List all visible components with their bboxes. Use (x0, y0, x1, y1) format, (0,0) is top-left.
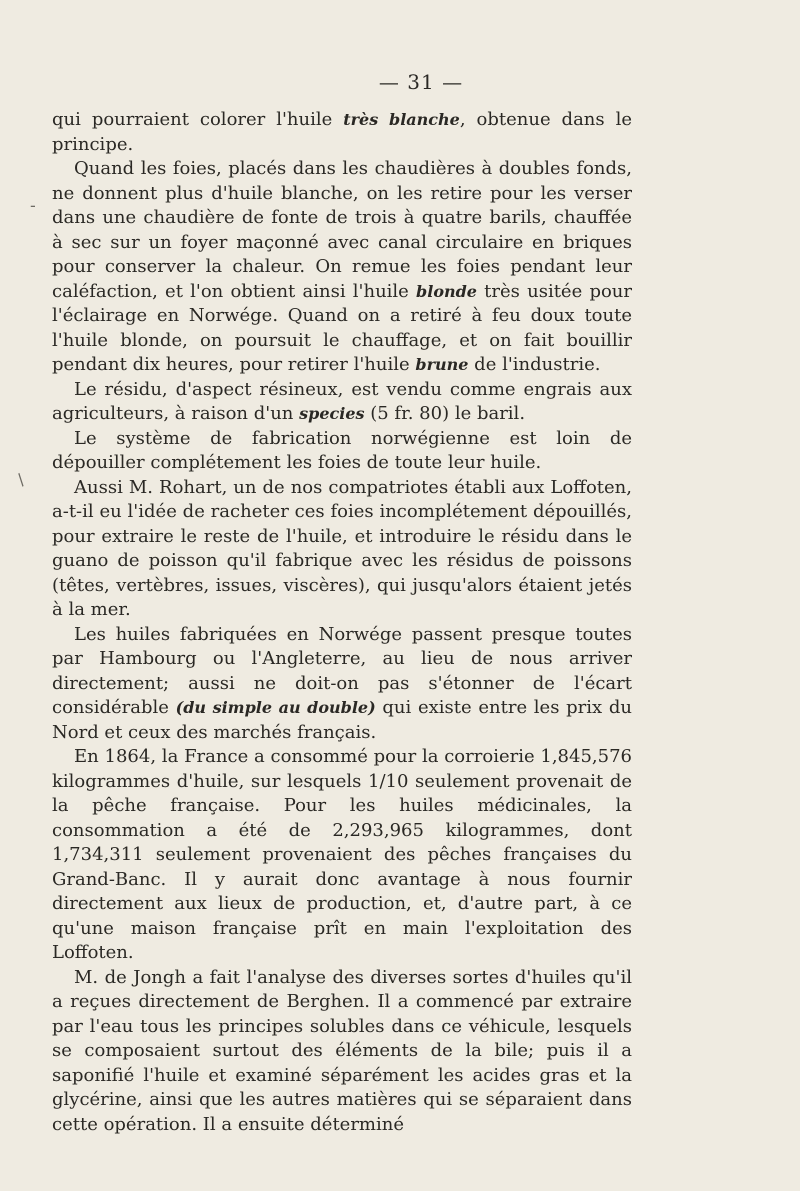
paragraph-text: très usitée pour l'éclairage en Norwége. Quand on a retiré à feu doux toute l'huile blonde, on poursuit le chauffage, et on fait bouillir pendant dix heures, pour retirer l'huile (52, 280, 633, 375)
paragraph-text: Aussi M. Rohart, un de nos compatriotes établi aux Loffoten, a-t-il eu l'idée de racheter ces foies incomplétement dépouillés, pour extraire le reste de l'huile, et introduire le résidu dans le guano de poisson qu'il fabrique avec les résidus de poissons (têtes, vertèbres, issues, viscères), qui jusqu'alors étaient jetés à la mer. (52, 476, 632, 620)
paragraph-text: Quand les foies, placés dans les chaudières à doubles fonds, ne donnent plus d'huile blanche, on les retire pour les verser dans une chaudière de fonte de trois à quatre barils, chauffée à sec sur un foyer maçonné avec canal circulaire en briques pour conserver la chaleur. On remue les foies pendant leur caléfaction, et l'on obtient ainsi l'huile (52, 158, 632, 302)
paragraph-text: En 1864, la France a consommé pour la corroierie 1,845,576 kilogrammes d'huile, sur lesquels 1/10 seulement provenait de la pêche française. Pour les huiles médicinales, la consommation a été de 2,293,965 kilogrammes, dont 1,734,311 seulement provenaient des pêches françaises du Grand-Banc. Il y aurait donc avantage à nous fournir directement aux lieux de production, et, d'autre part, à ce qu'une maison française prît en main l'exploitation des Loffoten. (52, 746, 632, 963)
italic-term: species (299, 404, 365, 423)
paragraph (52, 157, 632, 378)
paragraph (52, 476, 632, 623)
italic-term: très blanche (343, 110, 460, 129)
paragraph-text: Les huiles fabriquées en Norwége passent presque toutes par Hambourg ou l'Angleterre, au lieu de nous arriver directement; aussi ne doit-on pas s'étonner de l'écart considérable (52, 623, 632, 718)
paragraph (52, 427, 632, 476)
paragraph-text: de l'industrie. (468, 354, 601, 375)
paragraph-text: Le système de fabrication norwégienne est loin de dépouiller complétement les foies de toute leur huile. (52, 427, 632, 473)
paragraph (52, 745, 632, 966)
paragraph-text: qui pourraient colorer l'huile (52, 109, 344, 130)
paragraph (52, 966, 632, 1138)
margin-slash-mark: / (13, 470, 29, 489)
page-number: — 31 — (378, 70, 464, 94)
body-text (52, 108, 632, 1137)
paragraph-text: (5 fr. 80) le baril. (364, 403, 526, 424)
paragraph-text: Le résidu, d'aspect résineux, est vendu comme engrais aux agriculteurs, à raison d'un (52, 378, 632, 424)
paragraph-text: qui existe entre les prix du Nord et ceux des marchés français. (52, 697, 633, 743)
italic-term: (du simple au double) (175, 698, 376, 717)
italic-term: blonde (416, 281, 477, 301)
paragraph-text: , obtenue dans le principe. (52, 109, 632, 155)
paragraph-text: M. de Jongh a fait l'analyse des diverses sortes d'huiles qu'il a reçues directement de Berghen. Il a commencé par extraire par l'eau tous les principes solubles dans ce véhicule, lesquels se composaient surtout des éléments de la bile; puis il a saponifié l'huile et examiné séparément les acides gras et la glycérine, ainsi que les autres matières qui se séparaient dans cette opération. Il a ensuite déterminé (52, 966, 632, 1135)
paragraph (52, 378, 632, 427)
paragraph (52, 623, 632, 746)
paragraph (52, 108, 632, 157)
italic-term: brune (415, 355, 469, 374)
margin-dash-mark: - (30, 196, 36, 215)
